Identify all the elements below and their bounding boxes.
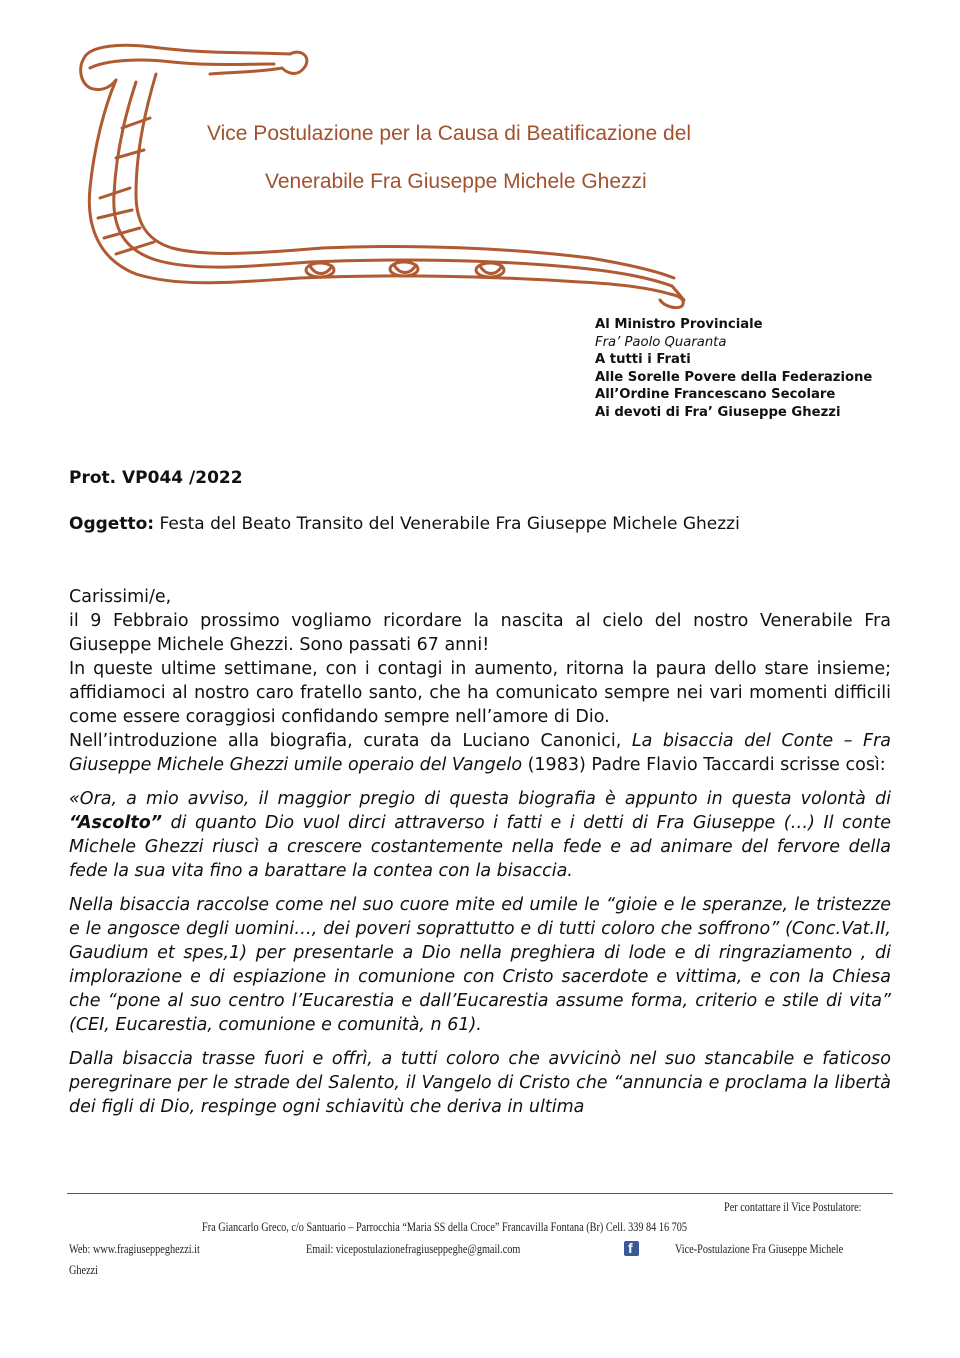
p3-end: (1983) Padre Flavio Taccardi scrisse così:	[522, 755, 886, 775]
paragraph-1: il 9 Febbraio prossimo vogliamo ricordare la nascita al cielo del nostro Venerabile Fra Giuseppe Michele Ghezzi. Sono passati 67 anni!	[69, 611, 891, 655]
subject-line	[69, 514, 740, 534]
footer-facebook-page[interactable]: Vice-Postulazione Fra Giuseppe Michele	[675, 1242, 844, 1256]
header-line-1: Vice Postulazione per la Causa di Beatificazione del	[207, 122, 692, 145]
recipient-line: Al Ministro Provinciale	[595, 317, 763, 332]
subject-label: Oggetto:	[69, 514, 155, 534]
q1-start: «Ora, a mio avviso, il maggior pregio di questa biografia è appunto in questa volontà di	[69, 789, 891, 809]
recipients-block	[595, 316, 872, 421]
footer-contact-label: Per contattare il Vice Postulatore:	[724, 1200, 862, 1214]
footer-address: Fra Giancarlo Greco, c/o Santuario – Parrocchia “Maria SS della Croce” Francavilla Fontana (Br) Cell. 339 84 16 705	[202, 1220, 688, 1234]
recipient-line: All’Ordine Francescano Secolare	[595, 387, 836, 402]
quote-paragraph-1	[69, 787, 891, 883]
book-title: La bisaccia del Conte – Fra Giuseppe Michele Ghezzi umile operaio del Vangelo	[69, 731, 892, 775]
q1-bold: “Ascolto”	[69, 813, 163, 833]
protocol-number: Prot. VP044 /2022	[69, 468, 243, 488]
facebook-icon[interactable]: f	[624, 1241, 639, 1256]
recipient-line: A tutti i Frati	[595, 352, 691, 367]
paragraph-3	[69, 729, 891, 777]
paragraph-2: In queste ultime settimane, con i contagi in aumento, ritorna la paura dello stare insieme; affidiamoci al nostro caro fratello santo, che ha comunicato sempre nei vari momenti difficili come essere coraggiosi confidando sempre nell’amore di Dio.	[69, 659, 891, 727]
quote-paragraph-2: Nella bisaccia raccolse come nel suo cuore mite ed umile le “gioie e le speranze, le tristezze e le angosce degli uomini…, dei poveri soprattutto e di tutti coloro che soffrono” (Conc.Vat.II, Gaudium et spes,1) per presentarle a Dio nella preghiera di lode e di ringraziamento , di implorazione e di espiazione in comunione con Cristo sacerdote e vittima, e con la Chiesa che “pone al suo centro l’Eucarestia e dall’Eucarestia assume forma, criterio e stile di vita” (CEI, Eucarestia, comunione e comunità, n 61).	[69, 895, 891, 1035]
q1-end: di quanto Dio vuol dirci attraverso i fatti e i detti di Fra Giuseppe (…) Il conte Michele Ghezzi riuscì a crescere costantemente nella fede e ad animare del fervore della fede la sua vita fino a barattare la contea con la bisaccia.	[69, 813, 891, 881]
header-line-2: Venerabile Fra Giuseppe Michele Ghezzi	[265, 170, 647, 193]
recipient-line: Ai devoti di Fra’ Giuseppe Ghezzi	[595, 404, 841, 420]
footer-facebook-page-cont: Ghezzi	[69, 1263, 99, 1277]
recipient-line: Fra’ Paolo Quaranta	[595, 334, 727, 350]
p3-start: Nell’introduzione alla biografia, curata da Luciano Canonici,	[69, 731, 632, 751]
letter-body	[69, 585, 891, 1119]
quote-paragraph-3: Dalla bisaccia trasse fuori e offrì, a tutti coloro che avvicinò nel suo stancabile e faticoso peregrinare per le strade del Salento, il Vangelo di Cristo che “annuncia e proclama la libertà dei figli di Dio, respinge ogni schiavitù che deriva in ultima	[69, 1049, 891, 1117]
recipient-line: Alle Sorelle Povere della Federazione	[595, 369, 873, 385]
footer-web-link[interactable]: Web: www.fragiuseppeghezzi.it	[69, 1242, 200, 1256]
footer-divider	[67, 1193, 893, 1194]
footer-email-link[interactable]: Email: vicepostulazionefragiuseppeghe@gmail.com	[306, 1242, 521, 1256]
greeting: Carissimi/e,	[69, 587, 172, 607]
subject-text: Festa del Beato Transito del Venerabile Fra Giuseppe Michele Ghezzi	[154, 514, 740, 534]
